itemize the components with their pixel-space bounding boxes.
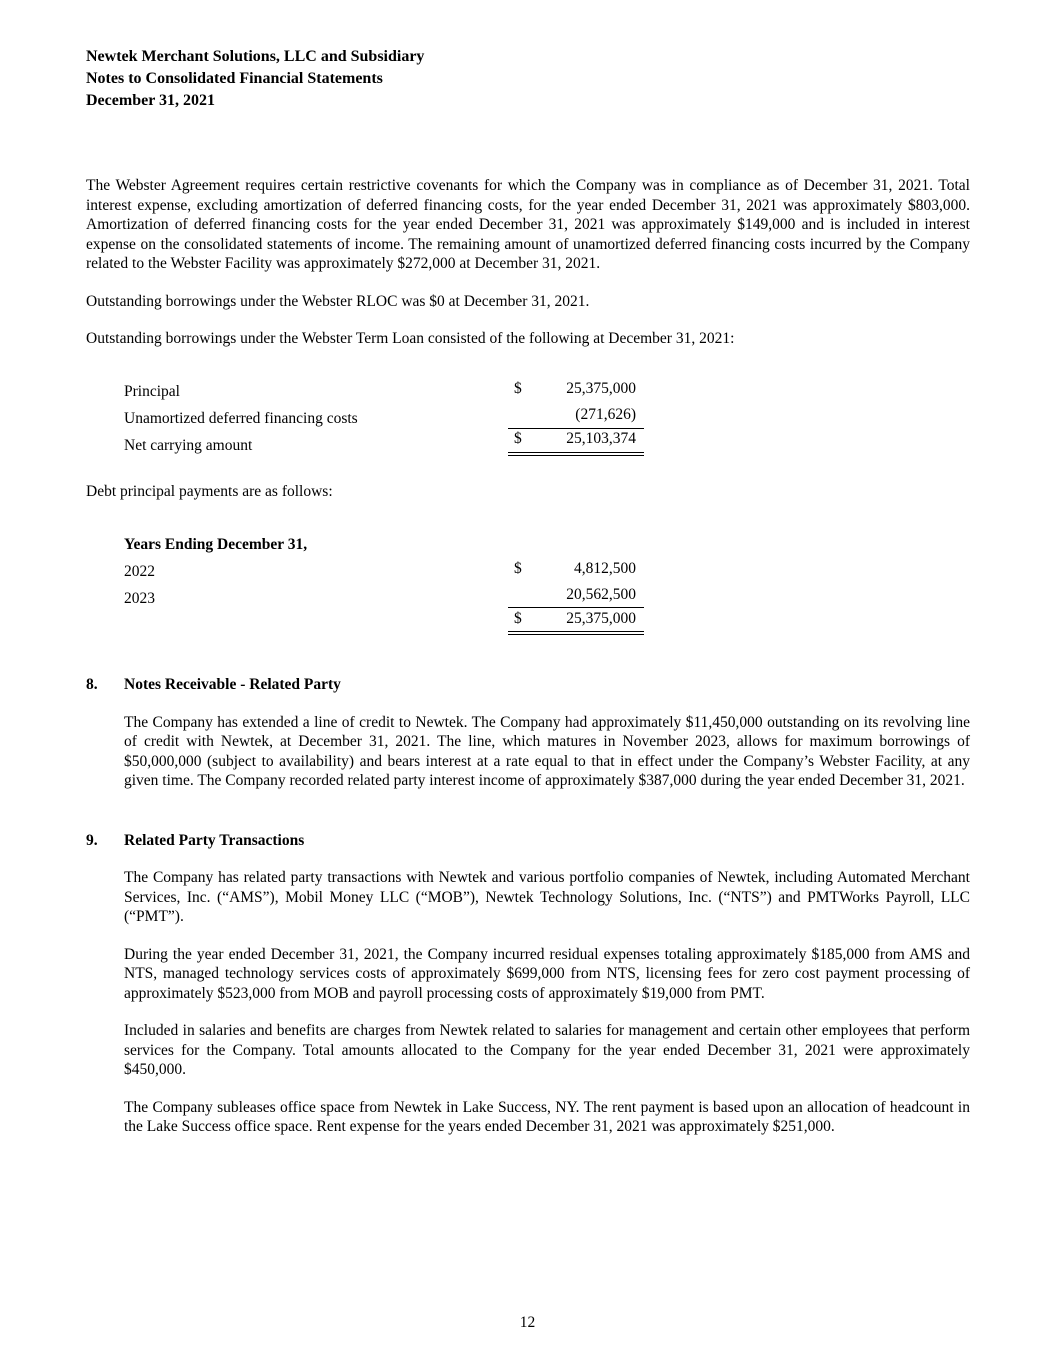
amount-value: 25,375,000 — [566, 380, 636, 397]
debt-payments-table — [124, 527, 644, 635]
section-8 — [86, 675, 970, 791]
table-header-years-ending: Years Ending December 31, — [124, 535, 308, 553]
amount-cell — [508, 585, 644, 609]
amount-cell — [508, 429, 644, 456]
table-row-2022 — [124, 554, 644, 581]
webster-rloc-paragraph: Outstanding borrowings under the Webster RLOC was $0 at December 31, 2021. — [86, 292, 590, 310]
row-label: Principal — [124, 383, 180, 400]
salaries-benefits-paragraph: Included in salaries and benefits are charges from Newtek related to salaries for management and certain other employees that perform services for the Company. Total amounts allocated to the Company for the year ended December 31, 2021 were approximately $450,000. — [124, 1022, 970, 1078]
currency-symbol: $ — [514, 559, 522, 577]
section-8-body — [124, 713, 970, 791]
table-row-2023 — [124, 581, 644, 608]
section-number: 9. — [86, 831, 98, 849]
amount-value: 25,103,374 — [566, 430, 636, 447]
debt-payments-intro: Debt principal payments are as follows: — [86, 482, 333, 500]
table-row-total — [124, 608, 644, 635]
section-9-heading — [86, 831, 970, 851]
amount-value: (271,626) — [575, 406, 636, 423]
currency-symbol: $ — [514, 380, 522, 397]
company-name: Newtek Merchant Solutions, LLC and Subsidiary — [86, 48, 425, 65]
notes-receivable-paragraph: The Company has extended a line of credit to Newtek. The Company had approximately $11,450,000 outstanding on its revolving line of credit with Newtek, at December 31, 2021. The line, which matures in November 2023, allows for maximum borrowings of $50,000,000 (subject to availability) and bears interest at a rate equal to that in effect under the Company’s Webster Facility, at any given time. The Company recorded related party interest income of approximately $387,000 during the year ended December 31, 2021. — [124, 713, 970, 789]
row-label: Unamortized deferred financing costs — [124, 410, 358, 427]
document-header — [86, 46, 970, 112]
amount-cell — [508, 609, 644, 636]
row-label: 2023 — [124, 589, 155, 607]
amount-cell — [508, 559, 644, 582]
related-party-expenses-paragraph: During the year ended December 31, 2021, the Company incurred residual expenses totaling approximately $185,000 from AMS and NTS, managed technology services costs of approximately $699,000 from NTS, licensing fees for zero cost payment processing of approximately $523,000 from MOB and payroll processing costs of approximately $19,000 from PMT. — [124, 945, 970, 1002]
webster-covenants-paragraph: The Webster Agreement requires certain restrictive covenants for which the Company was in compliance as of December 31, 2021. Total interest expense, excluding amortization of deferred financing costs, for the year ended December 31, 2021 was approximately $803,000. Amortization of deferred financing costs for the year ended December 31, 2021 was approximately $149,000 and is included in interest expense on the consolidated statements of income. The remaining amount of unamortized deferred financing costs incurred by the Company related to the Webster Facility was approximately $272,000 at December 31, 2021. — [86, 177, 970, 272]
webster-term-loan-intro: Outstanding borrowings under the Webster Term Loan consisted of the following at December 31, 2021: — [86, 330, 735, 347]
currency-symbol: $ — [514, 430, 522, 447]
document-date: December 31, 2021 — [86, 92, 215, 109]
table-row-principal — [124, 375, 644, 402]
section-9 — [86, 831, 970, 1137]
amount-value: 25,375,000 — [566, 609, 636, 627]
amount-value: 20,562,500 — [566, 585, 636, 603]
section-8-heading — [86, 675, 970, 695]
section-9-body — [124, 868, 970, 1137]
table-row-unamortized-costs — [124, 402, 644, 429]
amount-cell — [508, 405, 644, 429]
table-row-net-carrying-amount — [124, 429, 644, 456]
section-title: Notes Receivable - Related Party — [124, 676, 341, 693]
page-number: 12 — [519, 1314, 536, 1331]
section-number: 8. — [86, 676, 98, 693]
amount-cell — [508, 379, 644, 402]
section-title: Related Party Transactions — [124, 831, 305, 849]
document-title: Notes to Consolidated Financial Statements — [86, 70, 383, 87]
row-label: Net carrying amount — [124, 437, 253, 454]
currency-symbol: $ — [514, 609, 522, 627]
office-sublease-paragraph: The Company subleases office space from Newtek in Lake Success, NY. The rent payment is based upon an allocation of headcount in the Lake Success office space. Rent expense for the years ended December 31, 2021 was approximately $251,000. — [124, 1098, 970, 1135]
term-loan-table — [124, 375, 644, 456]
row-label: 2022 — [124, 562, 155, 580]
amount-value: 4,812,500 — [574, 559, 636, 577]
related-party-overview-paragraph: The Company has related party transactions with Newtek and various portfolio companies of Newtek, including Automated Merchant Services, Inc. (“AMS”), Mobil Money LLC (“MOB”), Newtek Technology Solutions, Inc. (“NTS”) and PMTWorks Payroll, LLC (“PMT”). — [124, 869, 970, 925]
